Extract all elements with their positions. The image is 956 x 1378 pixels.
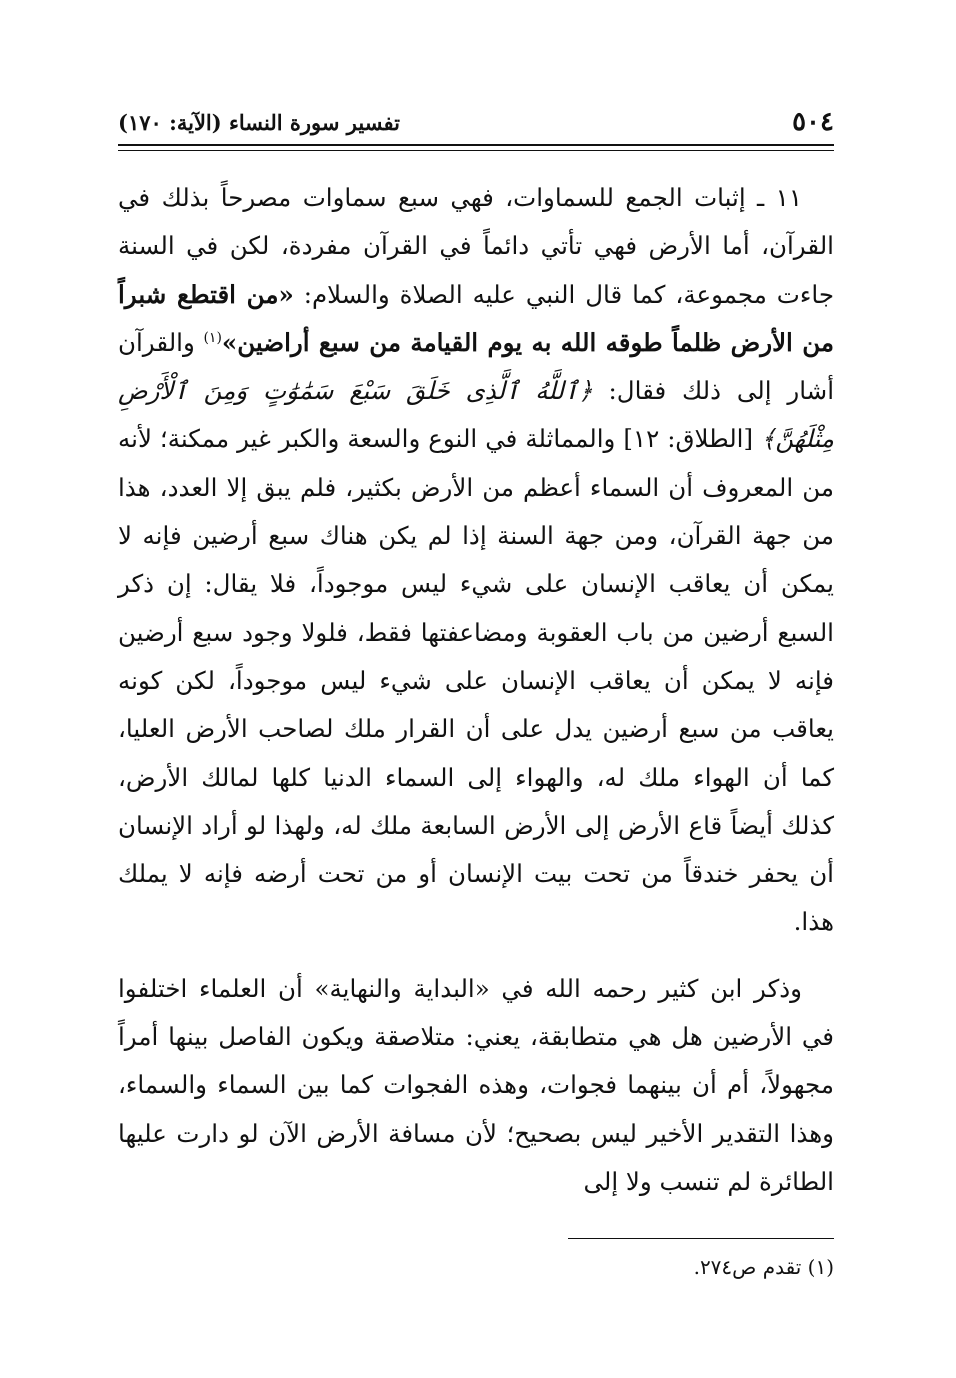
running-title: تفسير سورة النساء (الآية: ١٧٠) xyxy=(118,109,400,135)
page-header xyxy=(118,102,834,142)
paragraph-1-text-b: والقرآن أشار إلى ذلك فقال: xyxy=(118,327,835,406)
header-rule-thick xyxy=(118,144,834,146)
footnote: (١) تقدم ص٢٧٤. xyxy=(693,1255,834,1279)
paragraph-1-text-c: [الطلاق: ١٢] والمماثلة في النوع والسعة والكبر غير ممكنة؛ لأنه من المعروف أن السماء أعظم من الأرض بكثير، فلم يبق إلا العدد، هذا من جهة القرآن، ومن جهة السنة إذا لم يكن هناك سبع أرضين فإنه لا يمكن أن يعاقب الإنسان على شيء ليس موجوداً، فلا يقال: إن ذكر السبع أرضين من باب العقوبة ومضاعفتها فقط، فلولا وجود سبع أرضين فإنه لا يمكن أن يعاقب الإنسان على شيء ليس موجوداً، لكن كونه يعاقب من سبع أرضين يدل على أن القرار ملك لصاحب الأرض العليا، كما أن الهواء ملك له، والهواء إلى السماء الدنيا كلها لمالك الأرض، كذلك أيضاً قاع الأرض إلى الأرض السابعة ملك له، ولهذا لو أراد الإنسان أن يحفر خندقاً من تحت بيت الإنسان أو من تحت أرضه فإنه لا يملك هذا. xyxy=(118,424,834,937)
paragraph-1 xyxy=(118,174,834,947)
page-number: ٥٠٤ xyxy=(792,107,834,137)
body-text xyxy=(118,174,834,1206)
header-rule-thin xyxy=(118,150,834,151)
quran-verse: ﴿ٱللَّهُ ٱلَّذِى خَلَقَ سَبْعَ سَمَٰوَٰتٍ وَمِنَ ٱلْأَرْضِ مِثْلَهُنَّ﴾ xyxy=(118,376,834,454)
footnote-reference: (١) xyxy=(203,329,222,346)
paragraph-2: وذكر ابن كثير رحمه الله في «البداية والنهاية» أن العلماء اختلفوا في الأرضين هل هي متطابقة، يعني: متلاصقة ويكون الفاصل بينها أمراً مجهولاً، أم أن بينهما فجوات، وهذه الفجوات كما بين السماء والسماء، وهذا التقدير الأخير ليس بصحيح؛ لأن مسافة الأرض الآن لو دارت عليها الطائرة لم تنسب ولا إلى xyxy=(118,973,834,1196)
footnote-separator xyxy=(568,1238,834,1239)
paragraph-1-text-a: ١١ ـ إثبات الجمع للسماوات، فهي سبع سماوات مصرحاً بذلك في القرآن، أما الأرض فهي تأتي دائماً في القرآن مفردة، لكن في السنة جاءت مجموعة، كما قال النبي عليه الصلاة والسلام: xyxy=(118,183,834,309)
hadith-quote: «من اقتطع شبراً من الأرض ظلماً طوقه الله به يوم القيامة من سبع أراضين» xyxy=(118,279,834,357)
